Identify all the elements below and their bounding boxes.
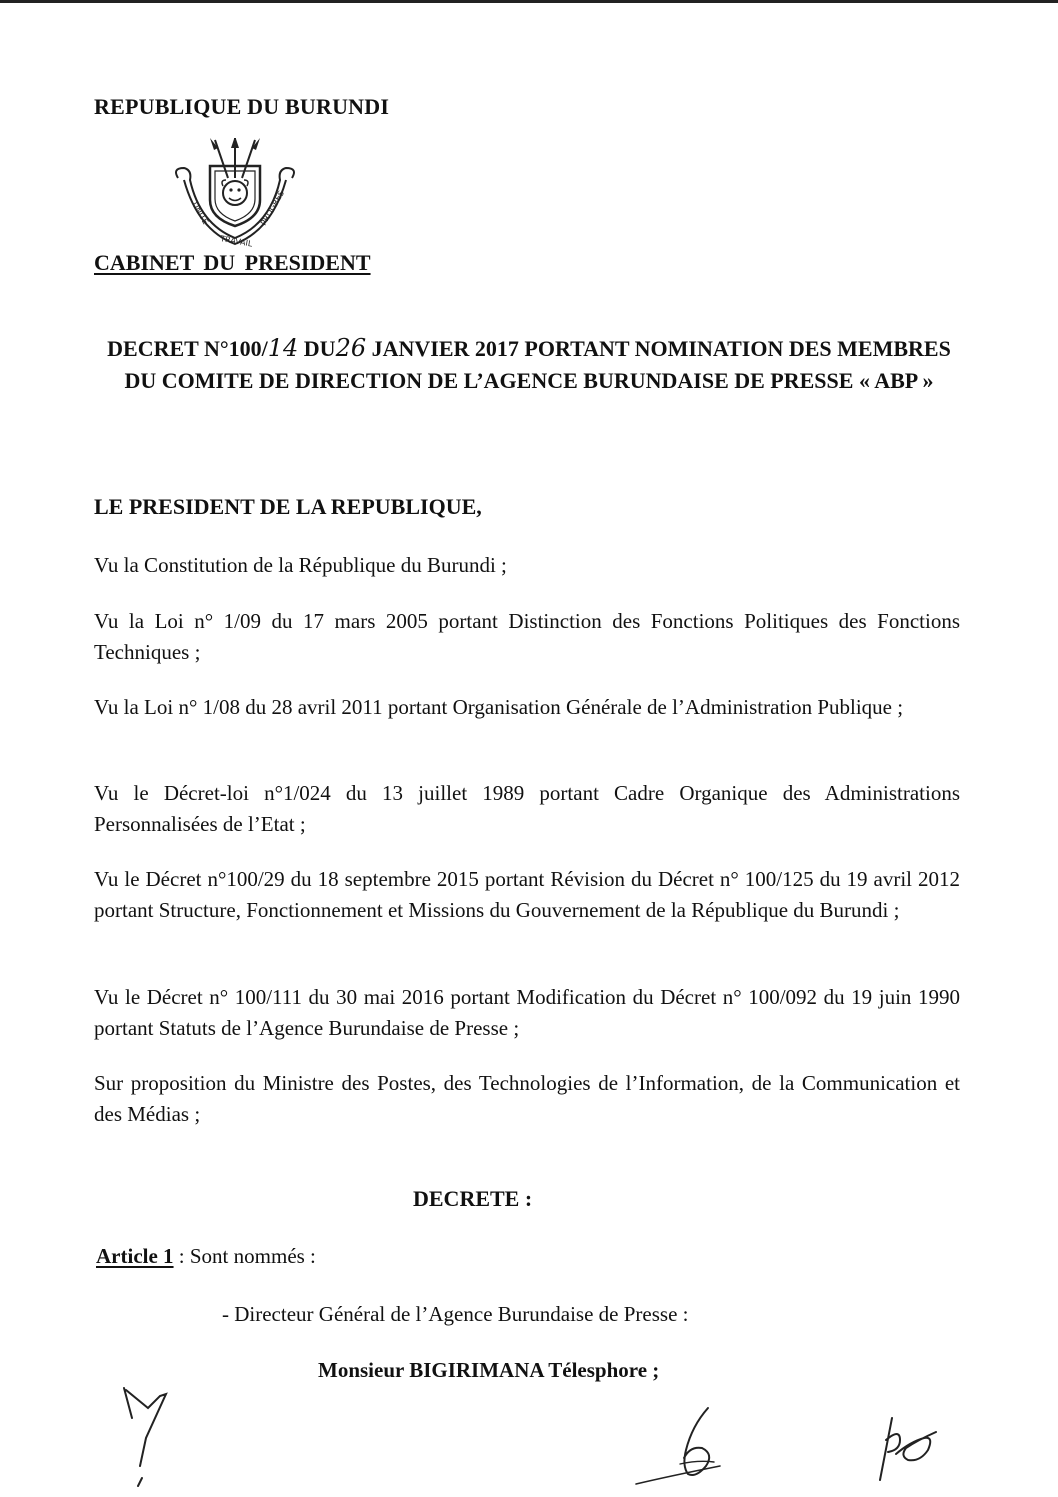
consideration-loi-1-09: Vu la Loi n° 1/09 du 17 mars 2005 portant Distinction des Fonctions Politiques des Fonctions Techniques ; <box>94 609 960 664</box>
consideration-decret-100-111: Vu le Décret n° 100/111 du 30 mai 2016 portant Modification du Décret n° 100/092 du 19 juin 1990 portant Statuts de l’Agence Burundaise de Presse ; <box>94 985 960 1040</box>
handwritten-day: 26 <box>335 334 367 362</box>
consideration-decret-loi-1-024: Vu le Décret-loi n°1/024 du 13 juillet 1989 portant Cadre Organique des Administrations Personnalisées de l’Etat ; <box>94 781 960 836</box>
svg-text:PROGRES: PROGRES <box>258 189 287 227</box>
page-top-edge <box>0 0 1058 3</box>
svg-text:TRAVAIL: TRAVAIL <box>219 234 254 249</box>
article-1-text: : Sont nommés : <box>173 1244 316 1268</box>
initials-right-signature <box>870 1410 950 1486</box>
cabinet-heading: CABINET DU PRESIDENT <box>94 250 371 275</box>
handwritten-decree-number: 14 <box>267 334 299 362</box>
appointment-position: - Directeur Général de l’Agence Burundaise de Presse : <box>222 1302 689 1326</box>
consideration-loi-1-08: Vu la Loi n° 1/08 du 28 avril 2011 portant Organisation Générale de l’Administration Publique ; <box>94 695 904 719</box>
consideration-constitution: Vu la Constitution de la République du Burundi ; <box>94 553 507 577</box>
article-1 <box>96 1244 316 1269</box>
decrete-heading: DECRETE : <box>413 1186 533 1211</box>
initials-left-signature <box>112 1378 192 1488</box>
consideration-proposition: Sur proposition du Ministre des Postes, des Technologies de l’Information, de la Communication et des Médias ; <box>94 1071 960 1126</box>
decree-title-part3: JANVIER 2017 PORTANT NOMINATION DES MEMBRES DU COMITE DE DIRECTION DE L’AGENCE BURUNDAISE DE PRESSE « ABP » <box>124 336 951 393</box>
decree-title-part1: DECRET N°100/ <box>107 336 268 361</box>
decree-title-part2: DU <box>298 336 336 361</box>
coat-of-arms-emblem <box>170 138 300 250</box>
initials-center-signature <box>630 1404 730 1490</box>
president-heading: LE PRESIDENT DE LA REPUBLIQUE, <box>94 494 482 519</box>
decree-title <box>96 332 962 397</box>
consideration-decret-100-29: Vu le Décret n°100/29 du 18 septembre 2015 portant Révision du Décret n° 100/125 du 19 avril 2012 portant Structure, Fonctionnement et Missions du Gouvernement de la République du Burundi ; <box>94 867 960 922</box>
svg-text:UNITE: UNITE <box>190 200 211 226</box>
article-1-label: Article 1 <box>96 1244 174 1268</box>
republic-heading: REPUBLIQUE DU BURUNDI <box>94 94 390 119</box>
appointment-nominee: Monsieur BIGIRIMANA Télesphore ; <box>318 1358 660 1382</box>
